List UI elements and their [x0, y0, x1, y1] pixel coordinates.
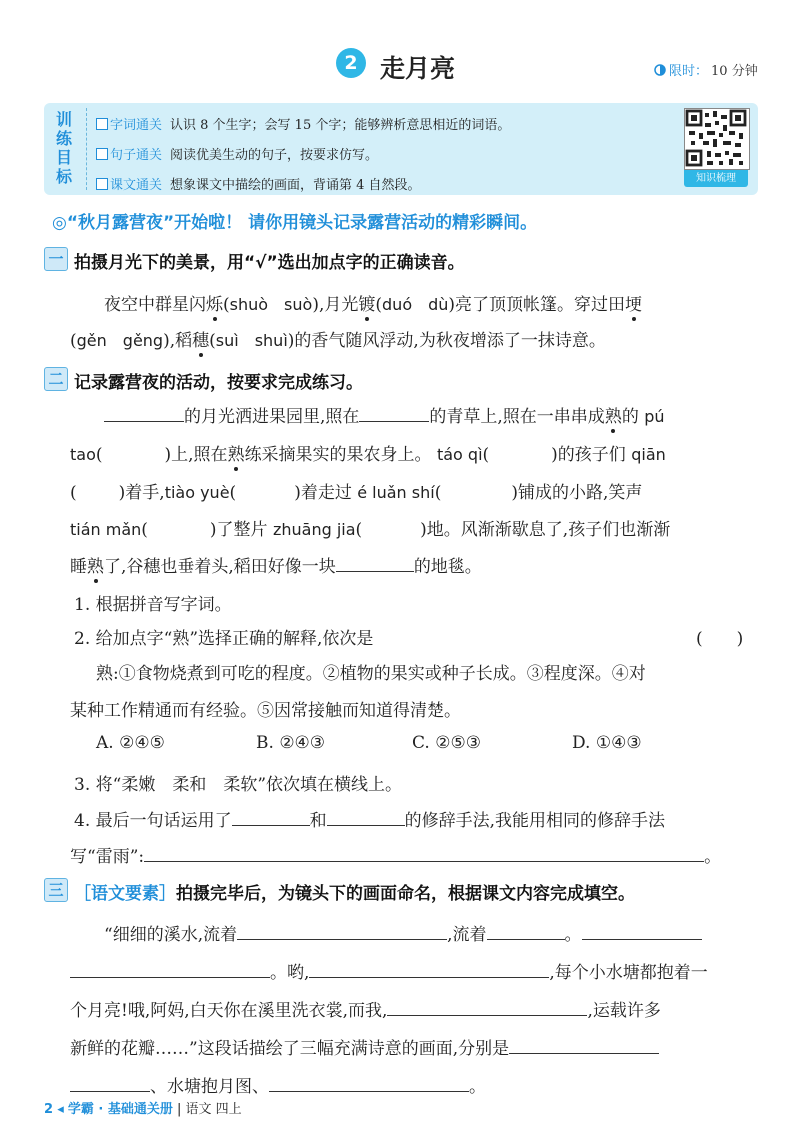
footer-separator: |	[177, 1102, 182, 1117]
question-2: 2. 给加点字“熟”选择正确的解释,依次是	[74, 629, 374, 649]
fill-blank[interactable]	[70, 959, 270, 978]
pinyin-choice[interactable]: shuò suò	[229, 295, 313, 314]
section-badge-1: 一	[44, 247, 68, 271]
language-element-tag: ［语文要素］	[74, 884, 176, 904]
page-footer	[44, 1098, 242, 1117]
fill-blank[interactable]	[509, 1035, 659, 1054]
qr-code[interactable]	[684, 108, 750, 170]
reading-line-2: (gěn gěng),稻穗(suì shuì)的香气随风浮动,为秋夜增添了一抹诗意。	[70, 331, 606, 351]
reading-line-1: 夜空中群星闪烁(shuò suò),月光镀(duó dù)亮了顶顶帐篷。穿过田埂	[104, 295, 643, 315]
fill-blank[interactable]	[70, 1073, 150, 1092]
goal-tag[interactable]	[96, 174, 162, 193]
section-title-1: 拍摄月光下的美景，用“√”选出加点字的正确读音。	[74, 253, 465, 273]
training-goals-label: 训练目标	[55, 110, 72, 186]
fill-blank[interactable]	[359, 403, 429, 422]
fill-blank[interactable]	[269, 1073, 469, 1092]
answer-paren[interactable]: ( )	[696, 629, 744, 649]
checkbox[interactable]	[96, 118, 108, 130]
option-d[interactable]: D. ①④③	[572, 733, 642, 753]
checkbox[interactable]	[96, 178, 108, 190]
lesson-number-badge: 2	[336, 48, 366, 78]
goal-row-words	[96, 114, 510, 133]
question-4-line-2: 写“雷雨”: 。	[70, 842, 721, 867]
time-limit-value: 10 分钟	[711, 64, 758, 79]
passage-line-4: tián mǎn( )了整片 zhuāng jia( )地。风渐渐歇息了,孩子们也渐渐	[70, 520, 671, 540]
dotted-char: 熟	[227, 445, 245, 465]
lesson-title: 走月亮	[380, 54, 456, 83]
dotted-char: 烁	[206, 295, 223, 315]
goal-tag-label: 字词通关	[110, 118, 163, 133]
fill-blank[interactable]	[237, 921, 447, 940]
fill-line-5: 、水塘抱月图、 。	[70, 1072, 486, 1097]
passage-line-2: tao( )上,照在熟练采摘果实的果农身上。 táo qì( )的孩子们 qiān	[70, 445, 666, 465]
goal-tag[interactable]	[96, 144, 162, 163]
passage-line-1: 的月光洒进果园里,照在 的青草上,照在一串串成熟的 pú	[104, 402, 665, 427]
checkbox[interactable]	[96, 148, 108, 160]
page-number: 2	[44, 1102, 54, 1117]
subject-grade: 语文 四上	[185, 1102, 242, 1117]
qr-code-label: 知识梳理	[684, 170, 748, 187]
goal-row-sentences	[96, 144, 378, 163]
fill-blank[interactable]	[582, 921, 702, 940]
time-limit-label: 限时：	[669, 64, 709, 79]
fill-blank[interactable]	[144, 843, 704, 862]
fill-blank[interactable]	[104, 403, 184, 422]
section-title-2: 记录露营夜的活动，按要求完成练习。	[74, 373, 363, 393]
goal-tag-label: 句子通关	[110, 148, 163, 163]
goal-text: 阅读优美生动的句子，按要求仿写。	[170, 148, 379, 163]
fill-blank[interactable]	[232, 807, 310, 826]
definition-line-2: 某种工作精通而有经验。⑤因常接触而知道得清楚。	[70, 701, 461, 721]
fill-line-4: 新鲜的花瓣……”这段话描绘了三幅充满诗意的画面,分别是	[70, 1034, 659, 1059]
fill-blank[interactable]	[487, 921, 565, 940]
goal-text: 想象课文中描绘的画面，背诵第 4 自然段。	[170, 178, 421, 193]
goal-tag-label: 课文通关	[110, 178, 163, 193]
question-1: 1. 根据拼音写字词。	[74, 595, 232, 615]
option-a[interactable]: A. ②④⑤	[96, 733, 165, 753]
dotted-char: 熟	[87, 557, 104, 577]
fill-blank[interactable]	[336, 553, 414, 572]
pinyin-choice[interactable]: suì shuì	[215, 331, 288, 350]
goals-divider	[86, 108, 87, 190]
fill-line-2: 。哟, ,每个小水塘都抱着一	[70, 958, 708, 983]
passage-line-3: ( )着手,tiào yuè( )着走过 é luǎn shí( )铺成的小路,笑声	[70, 483, 643, 503]
activity-intro: ◎“秋月露营夜”开始啦！ 请你用镜头记录露营活动的精彩瞬间。	[52, 213, 538, 233]
question-3: 3. 将“柔嫩 柔和 柔软”依次填在横线上。	[74, 775, 403, 795]
pinyin-choice[interactable]: gěn gěng	[76, 331, 164, 350]
qr-code-icon	[685, 109, 747, 167]
section-badge-3: 三	[44, 878, 68, 902]
book-title: 学霸 · 基础通关册	[67, 1102, 173, 1117]
timer-icon	[654, 64, 666, 76]
pinyin-choice[interactable]: duó dù	[382, 295, 449, 314]
goal-row-text	[96, 174, 421, 193]
fill-blank[interactable]	[387, 997, 587, 1016]
time-limit	[654, 60, 758, 79]
fill-blank[interactable]	[309, 959, 549, 978]
arrow-icon: ◂	[57, 1102, 64, 1117]
dotted-char: 镀	[358, 295, 376, 315]
goal-text: 认识 8 个生字；会写 15 个字；能够辨析意思相近的词语。	[170, 118, 511, 133]
fill-line-1: “细细的溪水,流着 ,流着 。	[104, 920, 702, 945]
section-title-3: ［语文要素］拍摄完毕后，为镜头下的画面命名，根据课文内容完成填空。	[74, 884, 635, 904]
dotted-char: 穗	[192, 331, 210, 351]
option-c[interactable]: C. ②⑤③	[412, 733, 481, 753]
fill-line-3: 个月亮!哦,阿妈,白天你在溪里洗衣裳,而我, ,运载许多	[70, 996, 661, 1021]
option-b[interactable]: B. ②④③	[256, 733, 326, 753]
dotted-char: 埂	[625, 295, 643, 315]
definition-line-1: 熟:①食物烧煮到可吃的程度。②植物的果实或种子长成。③程度深。④对	[96, 664, 646, 684]
question-4: 4. 最后一句话运用了 和 的修辞手法,我能用相同的修辞手法	[74, 806, 665, 831]
fill-blank[interactable]	[327, 807, 405, 826]
section-badge-2: 二	[44, 367, 68, 391]
passage-line-5: 睡熟了,谷穗也垂着头,稻田好像一块 的地毯。	[70, 552, 482, 577]
goal-tag[interactable]	[96, 114, 162, 133]
dotted-char: 熟	[604, 407, 622, 427]
